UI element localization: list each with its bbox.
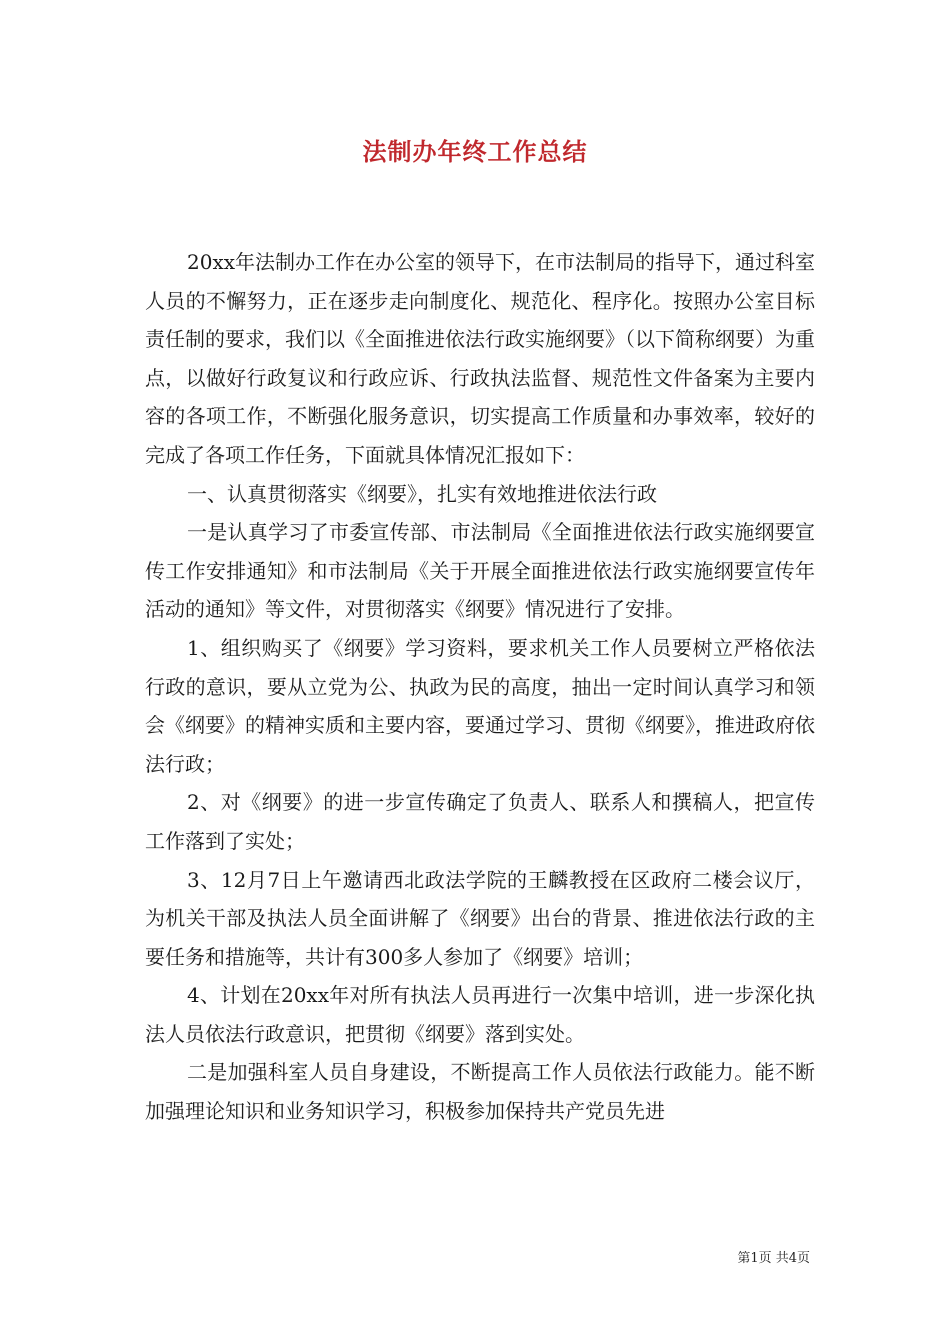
paragraph-point-2: 二是加强科室人员自身建设，不断提高工作人员依法行政能力。能不断加强理论知识和业务知识学习，积极参加保持共产党员先进 — [145, 1060, 815, 1124]
page-number-footer: 第1页 共4页 — [737, 1251, 810, 1266]
document-title: 法制办年终工作总结 — [362, 137, 588, 166]
paragraph-intro: 20xx年法制办工作在办公室的领导下，在市法制局的指导下，通过科室人员的不懈努力，正在逐步走向制度化、规范化、程序化。按照办公室目标责任制的要求，我们以《全面推进依法行政实施纲要》（以下简称纲要）为重点，以做好行政复议和行政应诉、行政执法监督、规范性文件备案为主要内容的各项工作，不断强化服务意识，切实提高工作质量和办事效率，较好的完成了各项工作任务，下面就具体情况汇报如下： — [145, 250, 816, 467]
paragraph-item-3: 3、12月7日上午邀请西北政法学院的王麟教授在区政府二楼会议厅，为机关干部及执法人员全面讲解了《纲要》出台的背景、推进依法行政的主要任务和措施等，共计有300多人参加了《纲要》培训； — [145, 867, 815, 969]
document-body — [145, 243, 815, 1131]
paragraph-item-4: 4、计划在20xx年对所有执法人员再进行一次集中培训，进一步深化执法人员依法行政意识，把贯彻《纲要》落到实处。 — [145, 983, 815, 1046]
section-heading-1: 一、认真贯彻落实《纲要》，扎实有效地推进依法行政 — [187, 481, 657, 506]
paragraph-item-1: 1、组织购买了《纲要》学习资料，要求机关工作人员要树立严格依法行政的意识，要从立党为公、执政为民的高度，抽出一定时间认真学习和领会《纲要》的精神实质和主要内容，要通过学习、贯彻《纲要》，推进政府依法行政； — [145, 635, 815, 776]
paragraph-point-1: 一是认真学习了市委宣传部、市法制局《全面推进依法行政实施纲要宣传工作安排通知》和市法制局《关于开展全面推进依法行政实施纲要宣传年活动的通知》等文件，对贯彻落实《纲要》情况进行了安排。 — [145, 520, 815, 622]
paragraph-item-2: 2、对《纲要》的进一步宣传确定了负责人、联系人和撰稿人，把宣传工作落到了实处； — [145, 790, 815, 853]
